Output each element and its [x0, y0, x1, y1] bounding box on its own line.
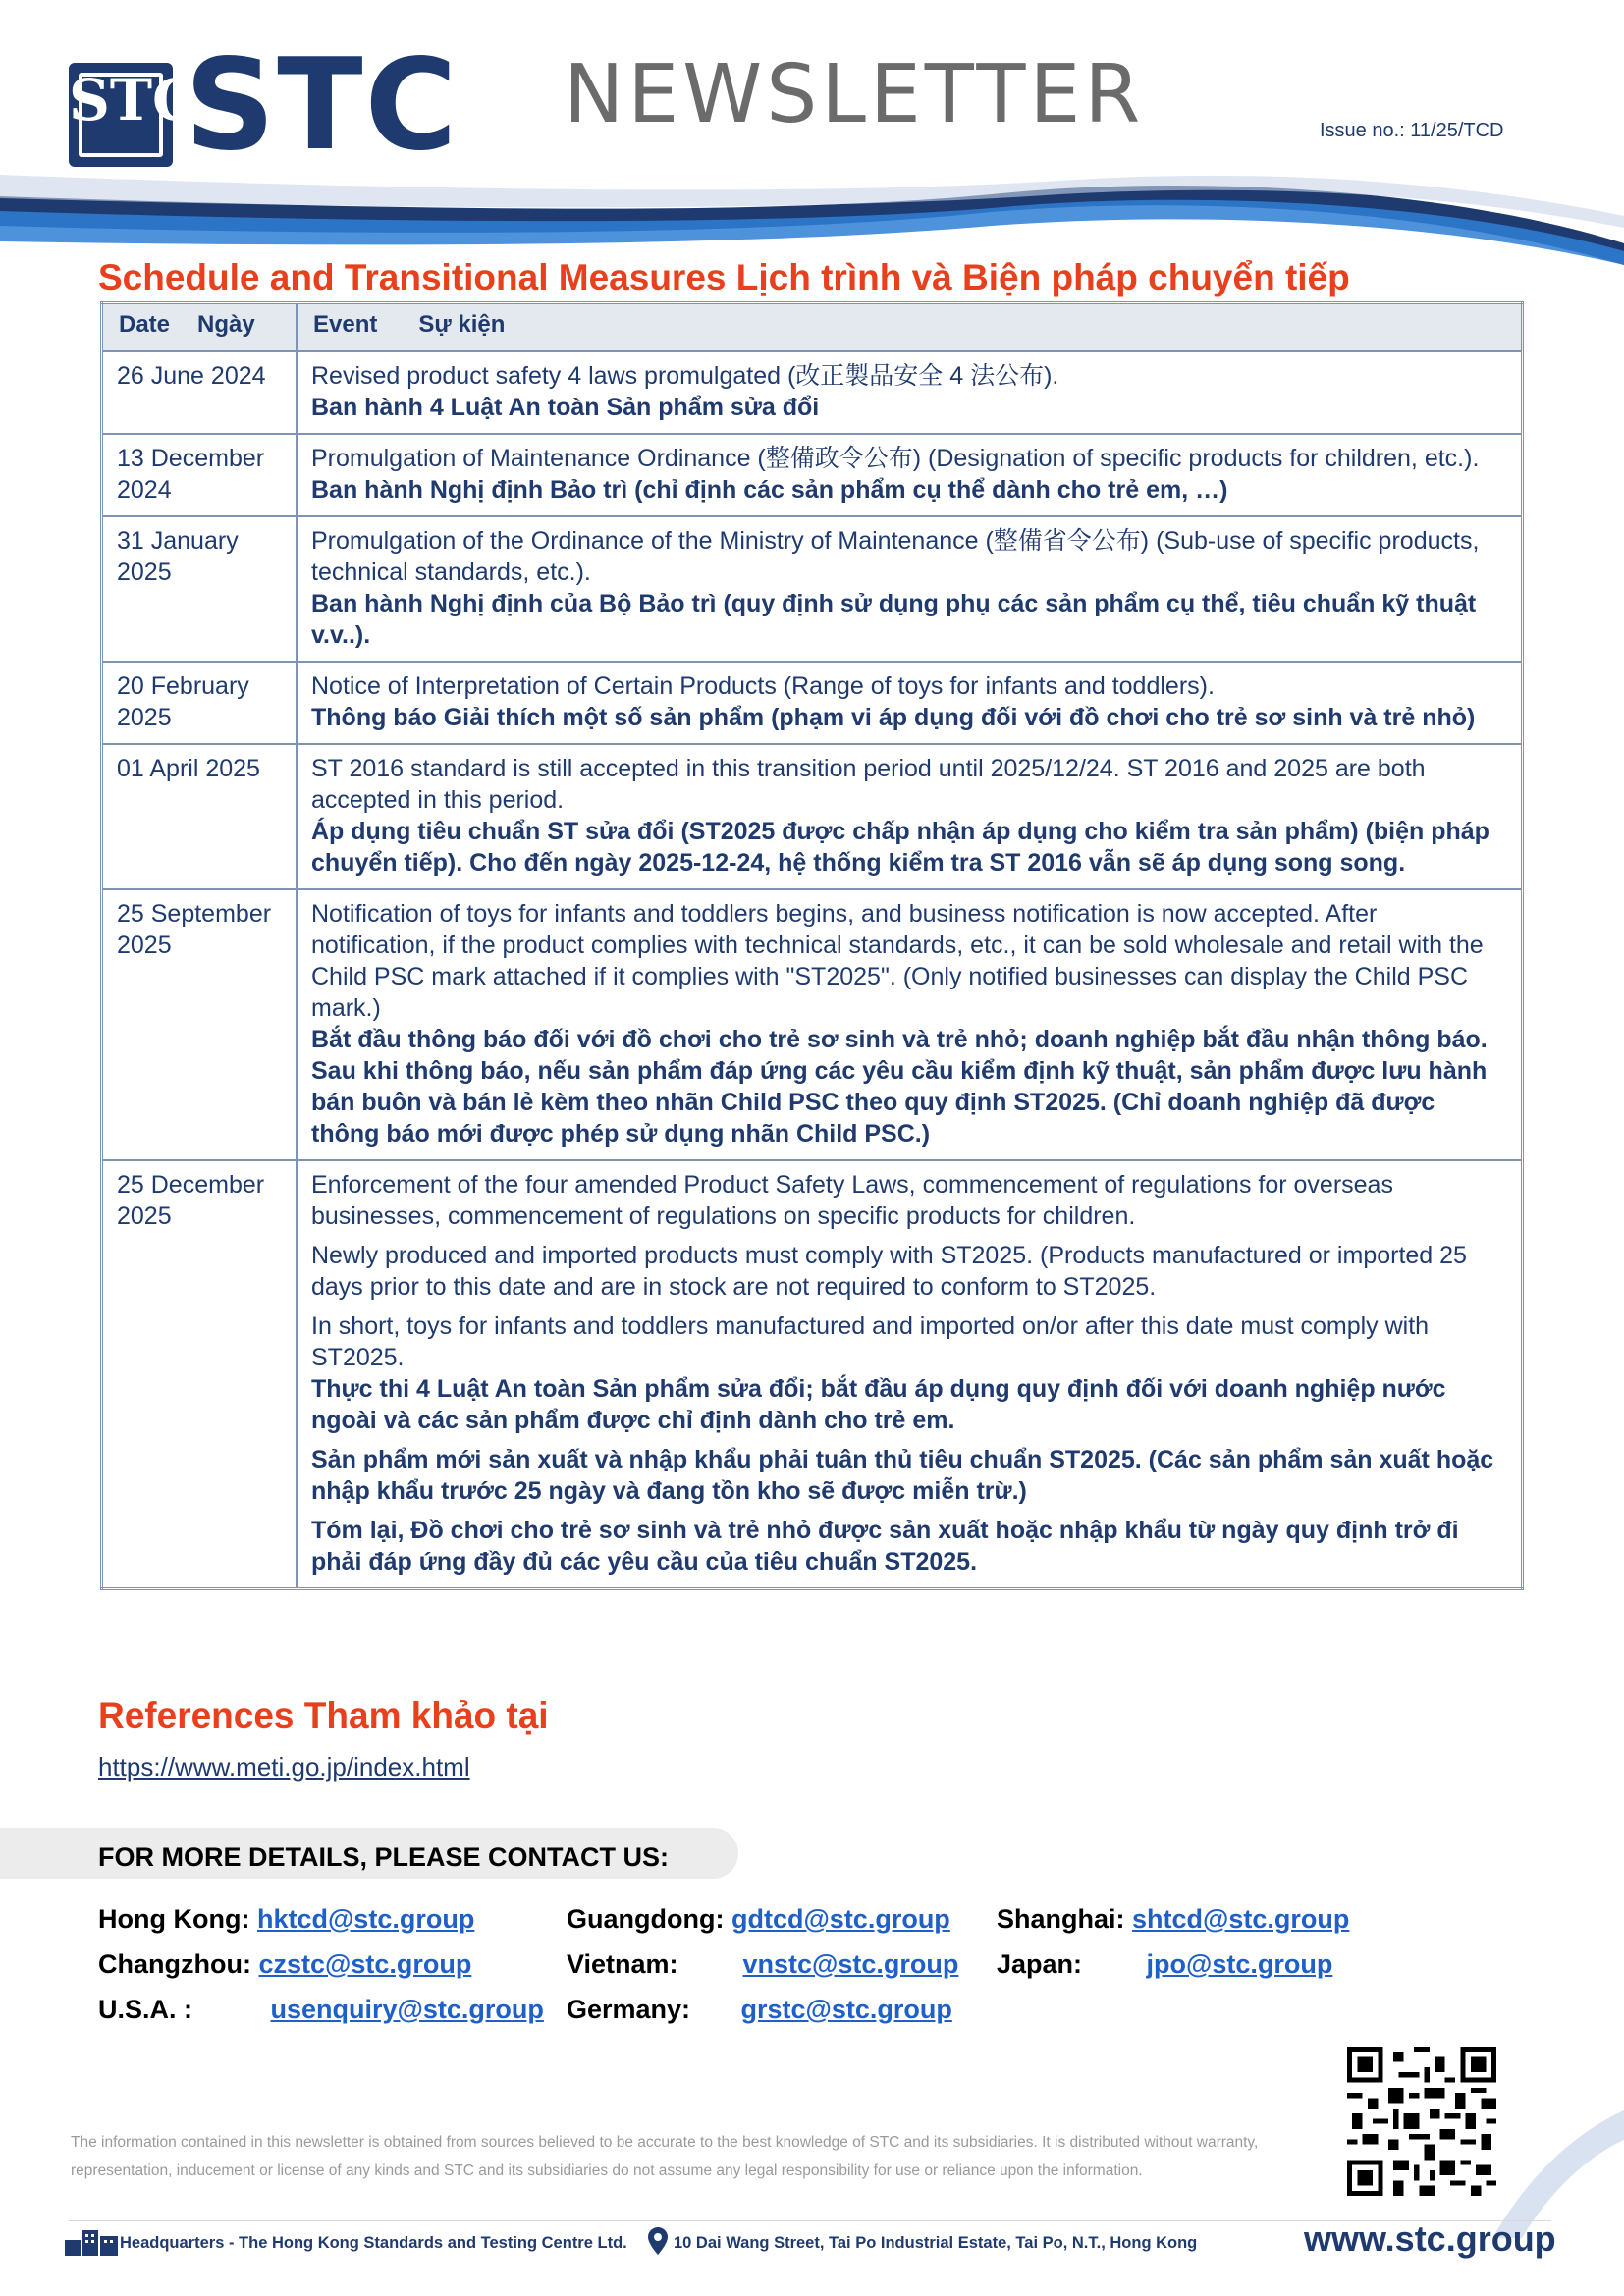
- website-link[interactable]: www.stc.group: [1304, 2218, 1556, 2259]
- event-english: Notification of toys for infants and toddlers begins, and business notification is now accepted. After notification, if the product complies with technical standards, etc., it can be sold wholesale and retail with the Child PSC mark attached if it complies with "ST2025". (Only notified businesses can display the Child PSC mark.): [311, 899, 1484, 1022]
- row-event: [297, 351, 1523, 434]
- headquarters-text: Headquarters - The Hong Kong Standards and Testing Centre Ltd.: [120, 2234, 627, 2252]
- row-event: [297, 744, 1523, 889]
- event-english: In short, toys for infants and toddlers manufactured and imported on/or after this date must comply with ST2025.: [311, 1311, 1430, 1371]
- header-swoosh-decoration: [0, 157, 1624, 265]
- email-link[interactable]: grstc@stc.group: [740, 1995, 952, 2024]
- event-english: Notice of Interpretation of Certain Products (Range of toys for infants and toddlers).: [311, 671, 1215, 700]
- event-vietnamese: Thông báo Giải thích một số sản phẩm (phạm vi áp dụng đối với đồ chơi cho trẻ sơ sinh và trẻ nhỏ): [311, 703, 1476, 731]
- email-link[interactable]: shtcd@stc.group: [1132, 1904, 1350, 1934]
- schedule-table: [100, 301, 1524, 1590]
- logo-text: STC: [185, 32, 460, 179]
- row-date: 31 January 2025: [102, 516, 298, 662]
- email-link[interactable]: gdtcd@stc.group: [731, 1904, 950, 1934]
- contact-label: Hong Kong:: [98, 1904, 250, 1934]
- contact-label: U.S.A. :: [98, 1995, 193, 2024]
- table-row: [102, 744, 1523, 889]
- contact-label: Guangdong:: [567, 1904, 725, 1934]
- row-event: [297, 662, 1523, 744]
- newsletter-title: NEWSLETTER: [564, 48, 1145, 141]
- contact-germany: [567, 1995, 952, 2025]
- contact-label: Vietnam:: [567, 1949, 678, 1979]
- stc-logo-icon: STC: [69, 63, 173, 167]
- row-event: [297, 434, 1523, 516]
- headquarters-building-icon: [65, 2226, 118, 2256]
- table-row: [102, 516, 1523, 662]
- column-header-event: Event Sự kiện: [297, 303, 1523, 351]
- event-vietnamese: Ban hành 4 Luật An toàn Sản phẩm sửa đổi: [311, 393, 820, 421]
- qr-code-icon: [1347, 2047, 1496, 2196]
- table-row: [102, 434, 1523, 516]
- contact-vietnam: [567, 1949, 958, 1980]
- contact-changzhou: [98, 1949, 471, 1980]
- email-link[interactable]: usenquiry@stc.group: [270, 1995, 544, 2024]
- event-vietnamese: Tóm lại, Đồ chơi cho trẻ sơ sinh và trẻ nhỏ được sản xuất hoặc nhập khẩu từ ngày quy định trở đi phải đáp ứng đầy đủ các yêu cầu của tiêu chuẩn ST2025.: [311, 1516, 1459, 1575]
- event-vietnamese: Ban hành Nghị định của Bộ Bảo trì (quy định sử dụng phụ các sản phẩm cụ thể, tiêu chuẩn kỹ thuật v.v..).: [311, 589, 1477, 649]
- table-row: [102, 889, 1523, 1160]
- table-row: [102, 662, 1523, 744]
- contact-usa: [98, 1995, 544, 2025]
- event-vietnamese: Sản phẩm mới sản xuất và nhập khẩu phải tuân thủ tiêu chuẩn ST2025. (Các sản phẩm sản xuất hoặc nhập khẩu trước 25 ngày và đang tồn kho sẽ được miễn trừ.): [311, 1445, 1494, 1505]
- contact-label: Changzhou:: [98, 1949, 251, 1979]
- row-date: 01 April 2025: [102, 744, 298, 889]
- row-event: [297, 889, 1523, 1160]
- contact-label: Shanghai:: [997, 1904, 1125, 1934]
- row-date: 13 December 2024: [102, 434, 298, 516]
- event-english: Promulgation of the Ordinance of the Ministry of Maintenance (整備省令公布) (Sub-use of specific products, technical standards, etc.).: [311, 526, 1480, 586]
- contact-shanghai: [997, 1904, 1349, 1935]
- table-row: [102, 351, 1523, 434]
- references-title: References Tham khảo tại: [98, 1695, 549, 1735]
- event-english: Revised product safety 4 laws promulgated (改正製品安全 4 法公布).: [311, 361, 1059, 390]
- row-date: 25 December 2025: [102, 1160, 298, 1589]
- location-pin-icon: [648, 2227, 668, 2255]
- schedule-title: Schedule and Transitional Measures Lịch trình và Biện pháp chuyển tiếp: [98, 257, 1350, 297]
- email-link[interactable]: jpo@stc.group: [1146, 1949, 1333, 1979]
- contact-label: Germany:: [567, 1995, 691, 2024]
- email-link[interactable]: czstc@stc.group: [258, 1949, 472, 1979]
- contact-hong-kong: [98, 1904, 474, 1935]
- contact-label: Japan:: [997, 1949, 1083, 1979]
- row-event: [297, 1160, 1523, 1589]
- table-header-row: [102, 303, 1523, 351]
- contact-guangdong: [567, 1904, 950, 1935]
- event-vietnamese: Áp dụng tiêu chuẩn ST sửa đổi (ST2025 được chấp nhận áp dụng cho kiểm tra sản phẩm) (biện pháp chuyển tiếp). Cho đến ngày 2025-12-24, hệ thống kiểm tra ST 2016 vẫn sẽ áp dụng song song.: [311, 817, 1489, 877]
- event-english: Promulgation of Maintenance Ordinance (整備政令公布) (Designation of specific products for children, etc.).: [311, 444, 1480, 472]
- row-event: [297, 516, 1523, 662]
- header: [0, 0, 1624, 255]
- event-english: Newly produced and imported products must comply with ST2025. (Products manufactured or imported 25 days prior to this date and are in stock are not required to conform to ST2025.: [311, 1241, 1467, 1301]
- reference-link[interactable]: https://www.meti.go.jp/index.html: [98, 1752, 470, 1782]
- row-date: 26 June 2024: [102, 351, 298, 434]
- table-row: [102, 1160, 1523, 1589]
- email-link[interactable]: hktcd@stc.group: [256, 1904, 475, 1934]
- issue-number: Issue no.: 11/25/TCD: [1320, 120, 1504, 141]
- event-vietnamese: Thực thi 4 Luật An toàn Sản phẩm sửa đổi; bắt đầu áp dụng quy định đối với doanh nghiệp nước ngoài và các sản phẩm được chỉ định dành cho trẻ em.: [311, 1374, 1446, 1434]
- event-vietnamese: Ban hành Nghị định Bảo trì (chỉ định các sản phẩm cụ thể dành cho trẻ em, …): [311, 475, 1228, 504]
- contact-japan: [997, 1949, 1332, 1980]
- row-date: 20 February 2025: [102, 662, 298, 744]
- email-link[interactable]: vnstc@stc.group: [742, 1949, 959, 1979]
- address-text: 10 Dai Wang Street, Tai Po Industrial Estate, Tai Po, N.T., Hong Kong: [674, 2234, 1198, 2252]
- row-date: 25 September 2025: [102, 889, 298, 1160]
- event-english: ST 2016 standard is still accepted in this transition period until 2025/12/24. ST 2016 and 2025 are both accepted in this period.: [311, 754, 1426, 814]
- event-english: Enforcement of the four amended Product Safety Laws, commencement of regulations for overseas businesses, commencement of regulations on specific products for children.: [311, 1170, 1393, 1230]
- contact-heading: FOR MORE DETAILS, PLEASE CONTACT US:: [98, 1842, 670, 1872]
- column-header-date: Date Ngày: [102, 303, 298, 351]
- event-vietnamese: Bắt đầu thông báo đối với đồ chơi cho trẻ sơ sinh và trẻ nhỏ; doanh nghiệp bắt đầu nhận thông báo. Sau khi thông báo, nếu sản phẩm đáp ứng các yêu cầu kiểm định kỹ thuật, sản phẩm được lưu hành bán buôn và bán lẻ kèm theo nhãn Child PSC theo quy định ST2025. (Chỉ doanh nghiệp đã được thông báo mới được phép sử dụng nhãn Child PSC.): [311, 1025, 1488, 1148]
- disclaimer-text: The information contained in this newsletter is obtained from sources believed to be accurate to the best knowledge of STC and its subsidiaries. It is distributed without warranty, representation, inducement or license of any kinds and STC and its subsidiaries do not assume any legal responsibility for use or reliance upon the information.: [71, 2134, 1259, 2180]
